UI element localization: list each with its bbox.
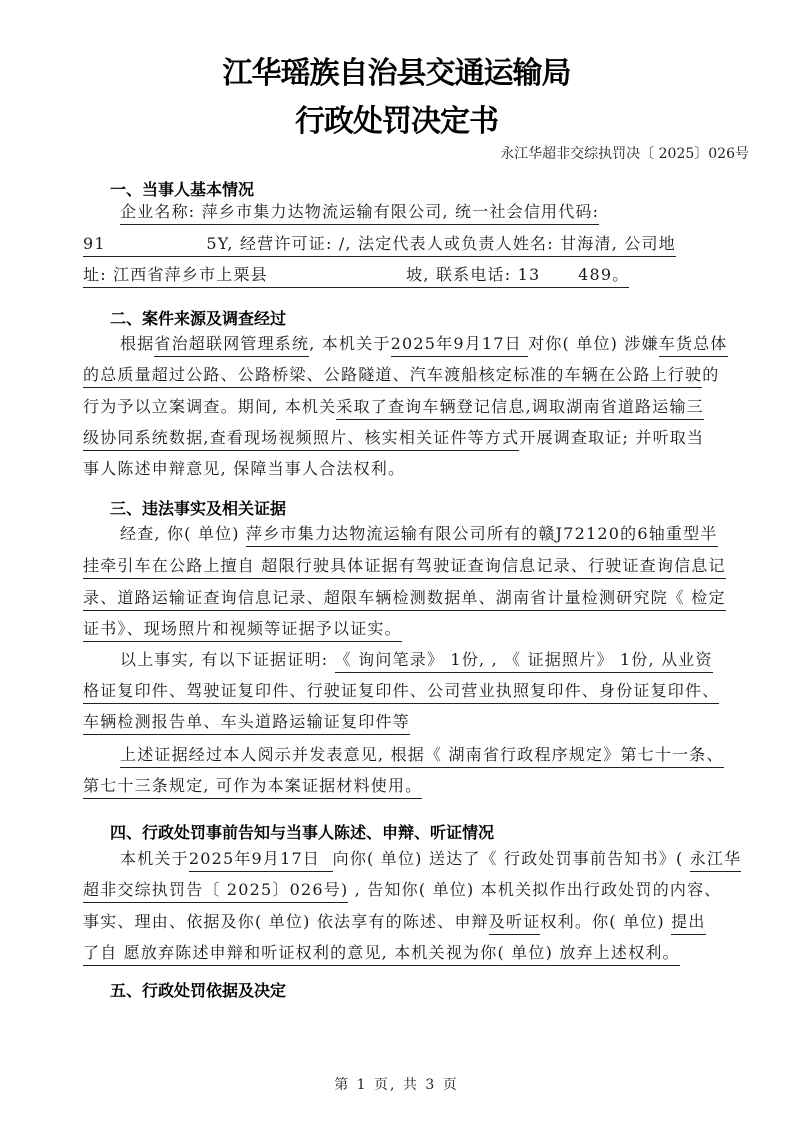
underlined-text: 车辆检测报告单、车头道路运输证复印件等 — [83, 710, 410, 735]
underlined-text: 省治超联网管理系统 — [154, 332, 309, 357]
paragraph-line — [83, 360, 743, 390]
text-segment: 开展调查取证; 并听取当 — [519, 428, 705, 447]
paragraph-line — [120, 645, 743, 675]
underlined-text: 的总质量超过公路、公路桥梁、公路隧道、汽车渡船核定标准的车辆在公路上行驶 — [83, 363, 702, 388]
section-heading: 二、案件来源及调查经过 — [110, 309, 287, 328]
paragraph-line — [120, 329, 743, 359]
text-segment: 对你( 单位) 涉嫌 — [528, 334, 659, 353]
underlined-text: 格证复印件、驾驶证复印件、行驶证复印件、公司营业执照复印件、身份证复印件、 — [83, 679, 719, 704]
section-heading: 四、行政处罚事前告知与当事人陈述、申辩、听证情况 — [110, 823, 495, 842]
text-segment: 的 — [702, 365, 720, 384]
section-heading: 三、违法事实及相关证据 — [110, 499, 287, 518]
underlined-text: 上述证据经过本人阅示并发表意见, 根据《 湖南省行政程序规定》第七十一条、 — [120, 743, 724, 768]
paragraph-line — [83, 392, 743, 422]
section-heading: 一、当事人基本情况 — [110, 180, 255, 199]
paragraph-line — [120, 519, 743, 549]
paragraph-line — [83, 260, 743, 290]
document-number: 永江华超非交综执罚决〔 2025〕026号 — [500, 146, 749, 162]
underlined-text: 及听证 — [489, 910, 541, 935]
page-indicator: 第 1 页, 共 3 页 — [334, 1077, 459, 1093]
paragraph-line — [83, 875, 743, 905]
text-segment: 事实、理由、依据及你( 单位) 依法享有的陈述、申辩 — [83, 912, 489, 931]
paragraph-line — [83, 583, 743, 613]
underlined-text: 2025年9月17日 — [189, 847, 333, 872]
underlined-text: 企业名称: 萍乡市集力达物流运输有限公司, 统一社会信用代码: — [120, 200, 599, 225]
paragraph-line — [83, 614, 743, 644]
text-segment: 事人陈述申辩意见, 保障当事人合法权利。 — [83, 459, 406, 478]
paragraph-line — [83, 454, 743, 484]
underlined-text: 采取了查询车辆登记信息,调取湖南省道路运输三 — [336, 395, 704, 420]
text-segment: , 本机关于 — [309, 334, 391, 353]
text-segment: 本机关于 — [120, 849, 189, 868]
underlined-text: 提出 — [671, 910, 705, 935]
underlined-text: 证书》、现场照片和视频等证据予以证实。 — [83, 617, 402, 642]
text-segment: 根据 — [120, 334, 155, 353]
underlined-text: 级协同系统数据,查看现场视频照片、核实相关证件等方式 — [83, 426, 519, 451]
paragraph-line — [83, 423, 743, 453]
underlined-text: 址: 江西省萍乡市上栗县 坡, 联系电话: 13 489。 — [83, 263, 629, 288]
paragraph-line — [83, 907, 743, 937]
text-segment: 权利。你( 单位) — [540, 912, 672, 931]
text-segment: 以上事实, 有以下证据证明: — [120, 650, 335, 669]
underlined-text: 车货总体 — [659, 332, 728, 357]
paragraph-line — [83, 707, 743, 737]
paragraph-line — [120, 844, 743, 874]
paragraph-line — [83, 229, 743, 259]
text-segment: 经查, 你( 单位) — [120, 524, 247, 543]
underlined-text: 录、道路运输证查询信息记录、超限车辆检测数据单、湖南省计量检测研究院《 检定 — [83, 586, 726, 611]
underlined-text: 挂牵引车在公路上擅自 超限行驶具体证据有驾驶证查询信息记录、行驶证查询信息记 — [83, 554, 726, 579]
text-segment: 行为予以立案调查。期间, 本机关 — [83, 397, 337, 416]
underlined-text: 永江华 — [690, 847, 742, 872]
paragraph-line — [83, 938, 743, 968]
underlined-text: 超非交综执罚告〔 2025〕026号) — [83, 878, 348, 903]
underlined-text: 2025年9月17日 — [391, 332, 529, 357]
text-segment: , 告知你( 单位) 本机关拟作出行政处罚的内容、 — [348, 880, 722, 899]
underlined-text: 了自 愿放弃陈述申辩和听证权利的意见, 本机关视为你( 单位) 放弃上述权利。 — [83, 941, 680, 966]
underlined-text: 91 5Y, 经营许可证: /, 法定代表人或负责人姓名: 甘海清, 公司地 — [83, 232, 676, 257]
paragraph-line — [120, 740, 743, 770]
section-heading: 五、行政处罚依据及决定 — [110, 981, 287, 1000]
underlined-text: 第七十三条规定, 可作为本案证据材料使用。 — [83, 774, 422, 799]
document-type-title: 行政处罚决定书 — [295, 104, 498, 139]
text-segment: 向你( 单位) 送达了《 行政处罚事前告知书》( — [332, 849, 690, 868]
paragraph-line — [83, 771, 743, 801]
paragraph-line — [83, 676, 743, 706]
paragraph-line — [83, 551, 743, 581]
underlined-text: 《 询问笔录》 1份, , 《 证据照片》 1份, 从业资 — [335, 648, 713, 673]
issuing-authority-title: 江华瑶族自治县交通运输局 — [222, 56, 571, 91]
underlined-text: 萍乡市集力达物流运输有限公司所有的赣J72120的6轴重型半 — [246, 522, 718, 547]
paragraph-line — [120, 197, 743, 227]
